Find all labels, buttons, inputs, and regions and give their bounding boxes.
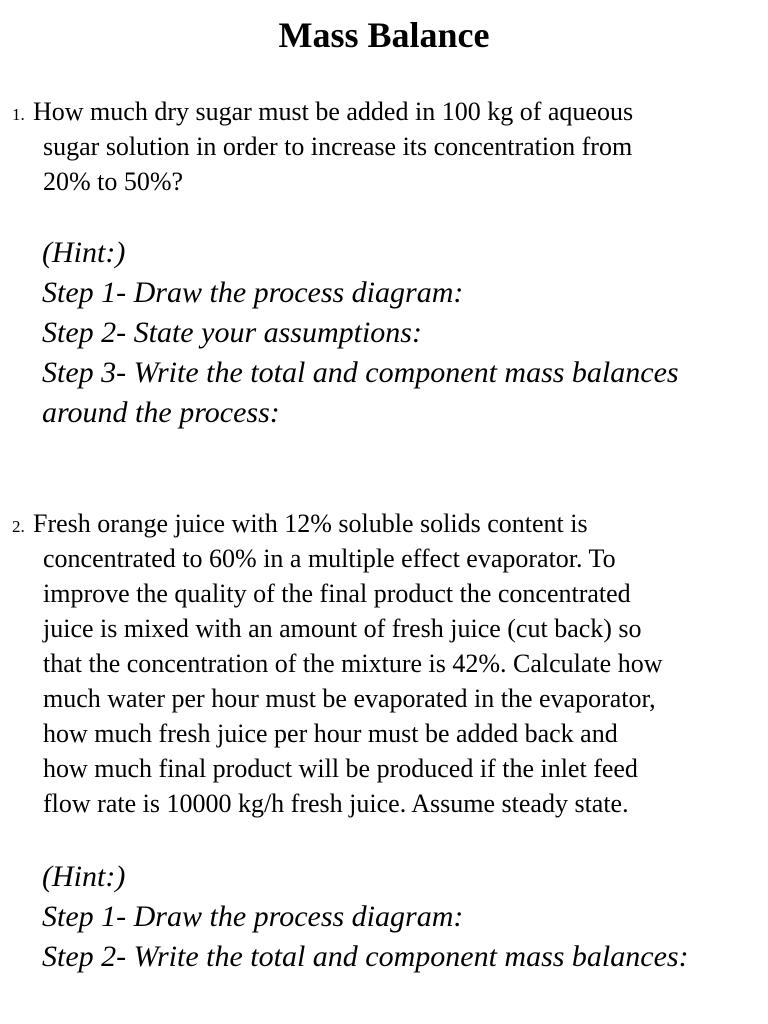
hint-label: (Hint:) (42, 860, 126, 893)
hint-label: (Hint:) (42, 236, 126, 269)
problem-2-line: flow rate is 10000 kg/h fresh juice. Assume steady state. (43, 789, 629, 818)
problem-1-number: 1. (12, 105, 25, 124)
page-title: Mass Balance (278, 15, 490, 55)
problem-2-line: how much fresh juice per hour must be added back and (43, 719, 618, 748)
hint-step: Step 2- Write the total and component mass balances: (42, 940, 689, 973)
problem-2-line: that the concentration of the mixture is 42%. Calculate how (43, 649, 663, 678)
problem-1-line: How much dry sugar must be added in 100 kg of aqueous (33, 97, 634, 126)
problem-1-hint (42, 233, 766, 433)
problem-1-text (12, 94, 764, 199)
problem-2-line: Fresh orange juice with 12% soluble solids content is (33, 509, 588, 538)
problem-2-line: much water per hour must be evaporated in the evaporator, (43, 684, 656, 713)
hint-step: Step 3- Write the total and component mass balances (42, 356, 679, 389)
problem-2-line: concentrated to 60% in a multiple effect evaporator. To (43, 544, 616, 573)
problem-1-line: 20% to 50%? (43, 167, 184, 196)
problem-2-line: how much final product will be produced if the inlet feed (43, 754, 638, 783)
hint-step: around the process: (42, 396, 280, 429)
hint-step: Step 1- Draw the process diagram: (42, 276, 464, 309)
problem-2-hint (42, 857, 766, 977)
hint-step: Step 2- State your assumptions: (42, 316, 422, 349)
hint-step: Step 1- Draw the process diagram: (42, 900, 464, 933)
problem-2-text (12, 506, 764, 821)
problem-2-line: juice is mixed with an amount of fresh juice (cut back) so (43, 614, 642, 643)
problem-2-line: improve the quality of the final product the concentrated (43, 579, 631, 608)
problem-1-line: sugar solution in order to increase its concentration from (43, 132, 633, 161)
problem-2-number: 2. (12, 517, 25, 536)
